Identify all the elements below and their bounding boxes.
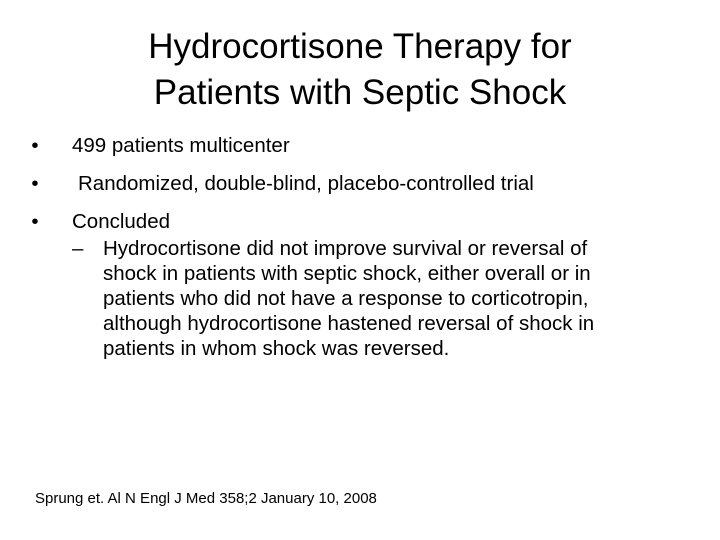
bullet-marker: • xyxy=(31,210,39,233)
bullet-item xyxy=(22,171,702,196)
sub-bullet-line: shock in patients with septic shock, either overall or in xyxy=(103,262,591,285)
citation: Sprung et. Al N Engl J Med 358;2 January 10, 2008 xyxy=(35,490,377,507)
sub-bullet-item xyxy=(72,236,683,361)
slide-title-line-2: Patients with Septic Shock xyxy=(153,73,567,112)
sub-bullet-line: Hydrocortisone did not improve survival or reversal of xyxy=(103,237,588,260)
bullet-text: Randomized, double-blind, placebo-controlled trial xyxy=(78,172,534,195)
bullet-item xyxy=(22,209,702,361)
slide-title-line-1: Hydrocortisone Therapy for xyxy=(148,27,572,66)
bullet-marker: • xyxy=(31,172,39,195)
sub-bullet-marker: – xyxy=(72,237,84,260)
bullet-text: 499 patients multicenter xyxy=(72,134,290,157)
sub-bullet-list xyxy=(72,236,702,361)
sub-bullet-line: patients who did not have a response to corticotropin, xyxy=(103,287,589,310)
sub-bullet-line: patients in whom shock was reversed. xyxy=(103,337,450,360)
bullet-text: Concluded xyxy=(72,210,171,233)
bullet-list xyxy=(22,133,702,374)
sub-bullet-text xyxy=(103,236,683,361)
bullet-marker: • xyxy=(31,134,39,157)
slide-title xyxy=(60,24,660,116)
bullet-item xyxy=(22,133,702,158)
sub-bullet-line: although hydrocortisone hastened reversal of shock in xyxy=(103,312,595,335)
